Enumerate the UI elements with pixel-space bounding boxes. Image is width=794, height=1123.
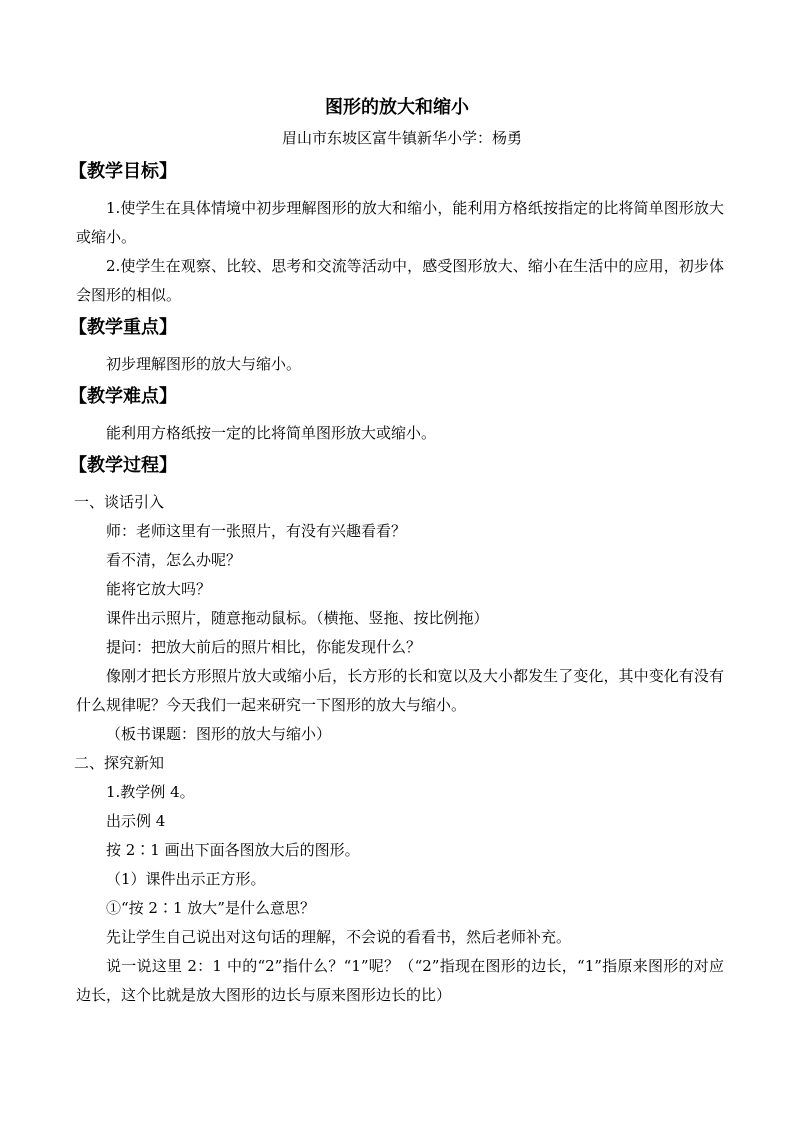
explore-paragraph: （1）课件出示正方形。 [106, 870, 266, 888]
explore-paragraph: 先让学生自己说出对这句话的理解，不会说的看看书，然后老师补充。 [106, 928, 572, 946]
intro-paragraph: 课件出示照片，随意拖动鼠标。（横拖、竖拖、按比例拖） [106, 609, 489, 627]
section-title-explore: 二、探究新知 [74, 754, 165, 772]
explore-paragraph: 1.教学例 4。 [106, 783, 195, 801]
intro-paragraph: 能将它放大吗？ [106, 580, 212, 598]
intro-paragraph: 师：老师这里有一张照片，有没有兴趣看看？ [106, 522, 407, 540]
explore-paragraph: 按 2∶1 画出下面各图放大后的图形。 [106, 841, 360, 859]
heading-goals: 【教学目标】 [69, 161, 177, 182]
document-title: 图形的放大和缩小 [325, 97, 469, 118]
difficulty-paragraph: 能利用方格纸按一定的比将简单图形放大或缩小。 [106, 424, 437, 442]
key-point-paragraph: 初步理解图形的放大与缩小。 [106, 355, 302, 373]
heading-key-point: 【教学重点】 [69, 317, 177, 338]
intro-paragraph: 看不清，怎么办呢？ [106, 551, 242, 569]
explore-paragraph: 出示例 4 [106, 812, 166, 830]
intro-paragraph: （板书课题：图形的放大与缩小） [106, 725, 332, 743]
intro-paragraph: 提问：把放大前后的照片相比，你能发现什么？ [106, 638, 422, 656]
explore-paragraph: ①“按 2∶1 放大”是什么意思？ [106, 899, 315, 917]
goal-paragraph-1: 1.使学生在具体情境中初步理解图形的放大和缩小，能利用方格纸按指定的比将简单图形放大或缩小。 [76, 199, 724, 246]
intro-paragraph: 像刚才把长方形照片放大或缩小后，长方形的长和宽以及大小都发生了变化，其中变化有没有什么规律呢？今天我们一起来研究一下图形的放大与缩小。 [76, 667, 724, 714]
goal-paragraph-2: 2.使学生在观察、比较、思考和交流等活动中，感受图形放大、缩小在生活中的应用，初步体会图形的相似。 [76, 257, 724, 304]
heading-difficulty: 【教学难点】 [69, 386, 177, 407]
author-line: 眉山市东坡区富牛镇新华小学：杨勇 [281, 129, 522, 147]
heading-process: 【教学过程】 [69, 455, 177, 476]
explore-paragraph: 说一说这里 2：1 中的“2”指什么？“1”呢？（“2”指现在图形的边长，“1”指原来图形的对应边长，这个比就是放大图形的边长与原来图形边长的比） [76, 957, 724, 1004]
document-body [69, 158, 724, 1010]
section-title-intro: 一、谈话引入 [74, 493, 165, 511]
